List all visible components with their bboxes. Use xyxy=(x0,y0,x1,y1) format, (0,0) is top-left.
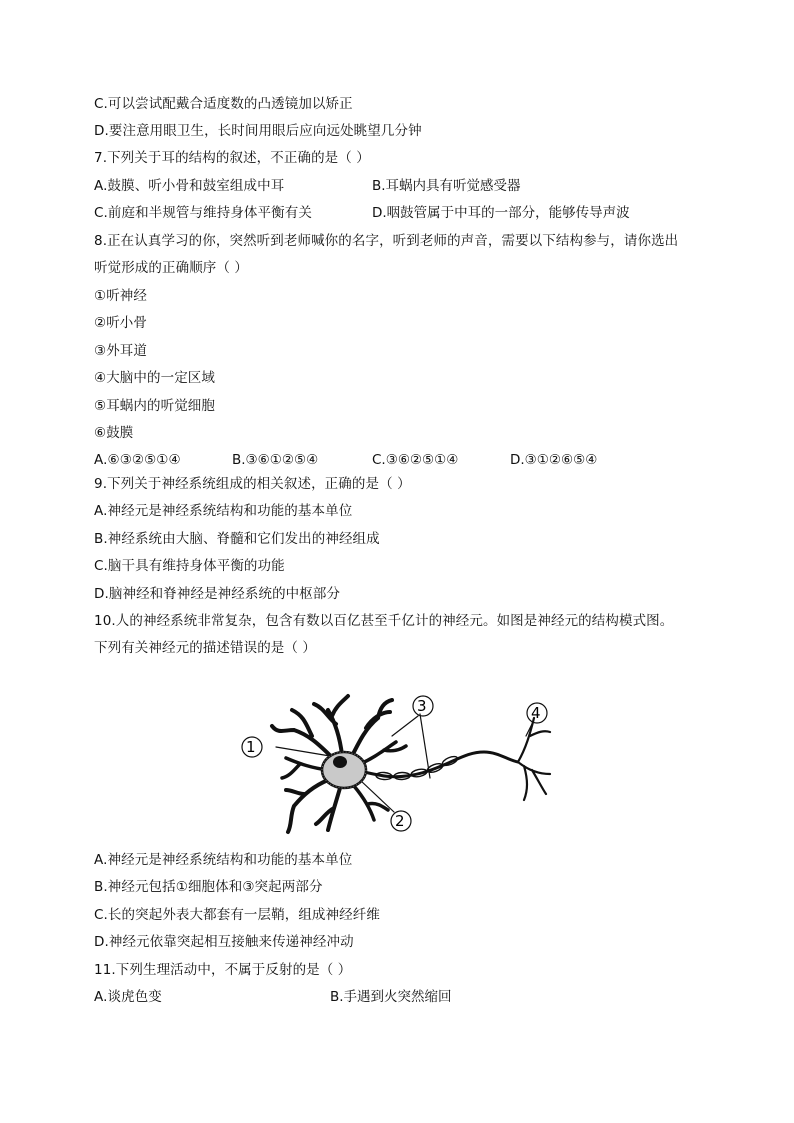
q8-option-b: B.③⑥①②⑤④ xyxy=(232,452,319,468)
q11-stem: 11.下列生理活动中，不属于反射的是（ ） xyxy=(94,962,352,978)
q7-option-a: A.鼓膜、听小骨和鼓室组成中耳 xyxy=(94,178,285,194)
q7-option-c: C.前庭和半规管与维持身体平衡有关 xyxy=(94,205,312,221)
svg-text:4: 4 xyxy=(531,704,541,722)
neuron-svg xyxy=(232,690,562,840)
q7-stem: 7.下列关于耳的结构的叙述，不正确的是（ ） xyxy=(94,150,370,166)
q10-option-c: C.长的突起外表大都套有一层鞘，组成神经纤维 xyxy=(94,907,380,923)
q10-stem-line2: 下列有关神经元的描述错误的是（ ） xyxy=(94,640,316,656)
q10-option-d: D.神经元依靠突起相互接触来传递神经冲动 xyxy=(94,934,354,950)
svg-text:1: 1 xyxy=(246,738,256,756)
label-1-icon xyxy=(242,737,262,757)
q8-stem-line1: 8.正在认真学习的你，突然听到老师喊你的名字，听到老师的声音，需要以下结构参与，请你选出 xyxy=(94,233,679,249)
q9-option-b: B.神经系统由大脑、脊髓和它们发出的神经组成 xyxy=(94,531,380,547)
q9-option-d: D.脑神经和脊神经是神经系统的中枢部分 xyxy=(94,586,341,602)
q8-item-3: ③外耳道 xyxy=(94,343,148,359)
q9-option-a: A.神经元是神经系统结构和功能的基本单位 xyxy=(94,503,353,519)
q6-option-c: C.可以尝试配戴合适度数的凸透镜加以矫正 xyxy=(94,96,353,112)
q7-option-b: B.耳蜗内具有听觉感受器 xyxy=(372,178,521,194)
q10-option-a: A.神经元是神经系统结构和功能的基本单位 xyxy=(94,852,353,868)
q6-option-d: D.要注意用眼卫生，长时间用眼后应向远处眺望几分钟 xyxy=(94,123,422,139)
q11-option-a: A.谈虎色变 xyxy=(94,989,162,1005)
label-4-icon xyxy=(527,703,547,723)
svg-text:3: 3 xyxy=(417,697,427,715)
q8-option-d: D.③①②⑥⑤④ xyxy=(510,452,598,468)
q9-stem: 9.下列关于神经系统组成的相关叙述，正确的是（ ） xyxy=(94,476,411,492)
q8-item-1: ①听神经 xyxy=(94,288,148,304)
label-2-icon xyxy=(391,811,411,831)
q11-option-b: B.手遇到火突然缩回 xyxy=(330,989,452,1005)
q8-item-2: ②听小骨 xyxy=(94,315,148,331)
q8-option-c: C.③⑥②⑤①④ xyxy=(372,452,459,468)
q10-stem-line1: 10.人的神经系统非常复杂，包含有数以百亿甚至千亿计的神经元。如图是神经元的结构模式图。 xyxy=(94,613,674,629)
svg-text:2: 2 xyxy=(395,812,405,830)
q7-option-d: D.咽鼓管属于中耳的一部分，能够传导声波 xyxy=(372,205,630,221)
q9-option-c: C.脑干具有维持身体平衡的功能 xyxy=(94,558,285,574)
q8-item-4: ④大脑中的一定区域 xyxy=(94,370,216,386)
label-3-icon xyxy=(413,696,433,716)
q8-option-a: A.⑥③②⑤①④ xyxy=(94,452,181,468)
q8-item-5: ⑤耳蜗内的听觉细胞 xyxy=(94,398,216,414)
neuron-diagram xyxy=(232,690,562,840)
q8-item-6: ⑥鼓膜 xyxy=(94,425,134,441)
q8-stem-line2: 听觉形成的正确顺序（ ） xyxy=(94,260,248,276)
q10-option-b: B.神经元包括①细胞体和③突起两部分 xyxy=(94,879,323,895)
